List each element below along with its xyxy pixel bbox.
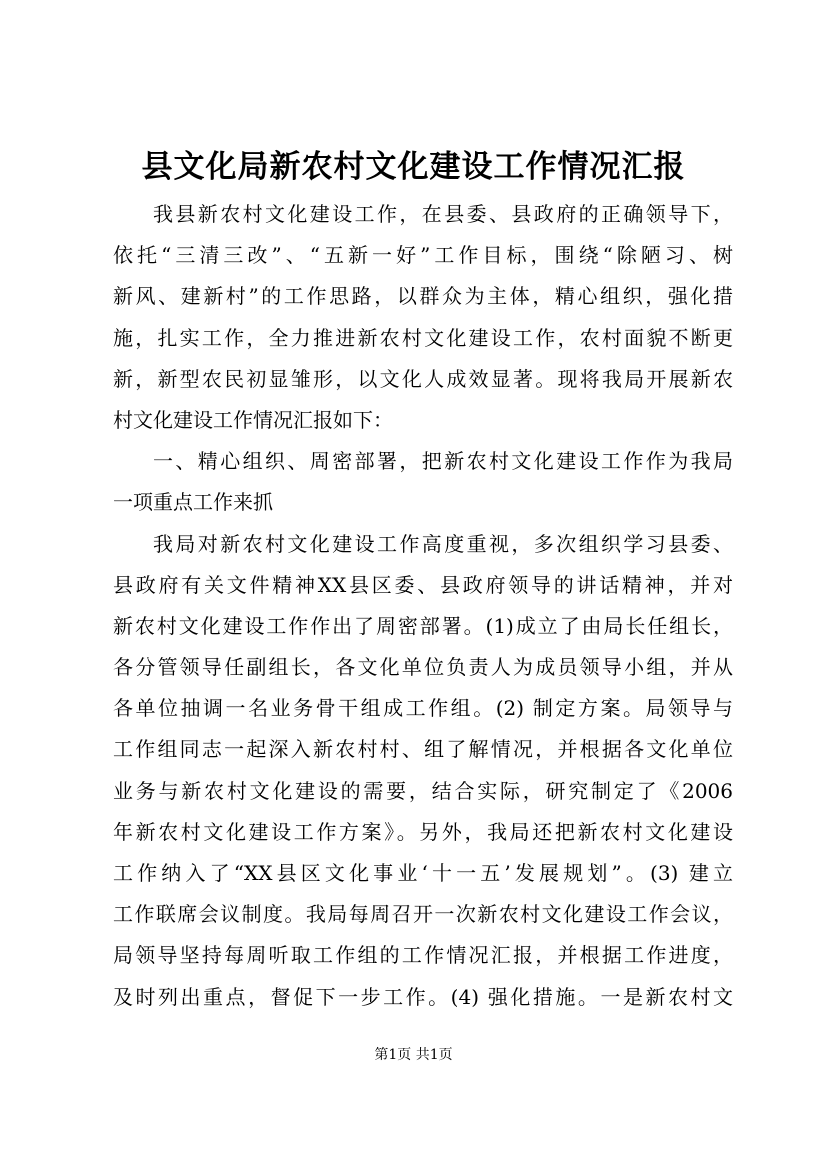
text-line: 施，扎实工作，全力推进新农村文化建设工作，农村面貌不断更 [113,325,733,350]
page-footer: 第1页 共1页 [374,1047,453,1063]
text-line: 一项重点工作来抓 [113,490,273,515]
text-line: 新，新型农民初显雏形，以文化人成效显著。现将我局开展新农 [113,366,733,391]
text-line: 工作组同志一起深入新农村村、组了解情况，并根据各文化单位 [113,737,733,762]
text-line: 业务与新农村文化建设的需要，结合实际，研究制定了《2006 [113,778,733,803]
text-line: 依托“三清三改”、“五新一好”工作目标，围绕“除陋习、树 [113,243,733,268]
text-line: 年新农村文化建设工作方案》。另外，我局还把新农村文化建设 [113,819,733,844]
document-title: 县文化局新农村文化建设工作情况汇报 [141,149,686,185]
text-line: 新农村文化建设工作作出了周密部署。(1)成立了由局长任组长， [113,613,733,638]
text-line: 我县新农村文化建设工作，在县委、县政府的正确领导下， [153,202,733,226]
text-line: 县政府有关文件精神XX县区委、县政府领导的讲话精神，并对 [113,572,733,597]
text-line: 我局对新农村文化建设工作高度重视，多次组织学习县委、 [153,531,733,556]
text-line: 村文化建设工作情况汇报如下： [113,407,393,432]
text-line: 各单位抽调一名业务骨干组成工作组。(2) 制定方案。局领导与 [113,696,733,721]
text-line: 一、精心组织、周密部署，把新农村文化建设工作作为我局 [153,449,733,474]
text-line: 及时列出重点，督促下一步工作。(4) 强化措施。一是新农村文 [113,984,733,1009]
text-line: 新风、建新村”的工作思路，以群众为主体，精心组织，强化措 [113,284,733,309]
document-body [113,194,733,1018]
text-line: 工作纳入了“XX县区文化事业‘十一五’发展规划”。(3) 建立 [113,861,733,885]
text-line: 各分管领导任副组长，各文化单位负责人为成员领导小组，并从 [113,655,733,680]
text-line: 局领导坚持每周听取工作组的工作情况汇报，并根据工作进度， [113,943,733,968]
text-line: 工作联席会议制度。我局每周召开一次新农村文化建设工作会议， [113,902,733,927]
